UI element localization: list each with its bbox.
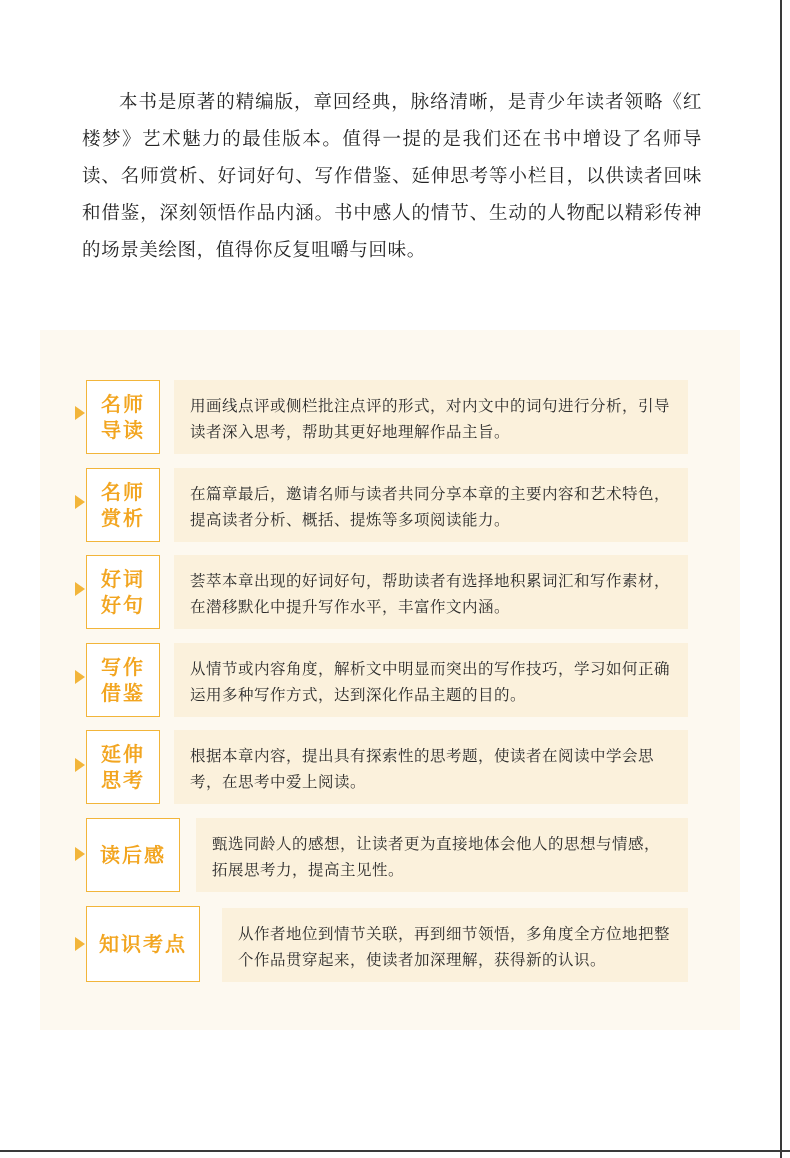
- feature-label: [86, 468, 160, 542]
- feature-label-line: 读后感: [100, 843, 166, 867]
- feature-label-line: 好词: [101, 567, 145, 591]
- feature-label: [86, 730, 160, 804]
- feature-label: [86, 818, 180, 892]
- feature-label-line: 赏析: [101, 506, 145, 530]
- arrow-icon: [75, 582, 85, 596]
- feature-label-line: 延伸: [101, 742, 145, 766]
- feature-label-line: 思考: [101, 768, 145, 792]
- page-edge-right: [780, 0, 782, 1158]
- feature-description: 从情节或内容角度，解析文中明显而突出的写作技巧，学习如何正确运用多种写作方式，达到深化作品主题的目的。: [174, 643, 688, 717]
- feature-label: [86, 906, 200, 982]
- feature-label-line: 导读: [101, 418, 145, 442]
- arrow-icon: [75, 670, 85, 684]
- arrow-icon: [75, 758, 85, 772]
- feature-label-line: 写作: [101, 655, 145, 679]
- feature-description: 从作者地位到情节关联，再到细节领悟，多角度全方位地把整个作品贯穿起来，使读者加深理解，获得新的认识。: [222, 908, 688, 982]
- feature-label-line: 好句: [101, 593, 145, 617]
- feature-label-line: 借鉴: [101, 681, 145, 705]
- intro-paragraph: 本书是原著的精编版，章回经典，脉络清晰，是青少年读者领略《红楼梦》艺术魅力的最佳版本。值得一提的是我们还在书中增设了名师导读、名师赏析、好词好句、写作借鉴、延伸思考等小栏目，以供读者回味和借鉴，深刻领悟作品内涵。书中感人的情节、生动的人物配以精彩传神的场景美绘图，值得你反复咀嚼与回味。: [82, 92, 702, 261]
- feature-description: 在篇章最后，邀请名师与读者共同分享本章的主要内容和艺术特色，提高读者分析、概括、提炼等多项阅读能力。: [174, 468, 688, 542]
- page-edge-bottom: [0, 1150, 790, 1152]
- arrow-icon: [75, 495, 85, 509]
- feature-label-line: 知识考点: [99, 932, 187, 956]
- feature-description: 甄选同龄人的感想，让读者更为直接地体会他人的思想与情感，拓展思考力，提高主见性。: [196, 818, 688, 892]
- feature-label-line: 名师: [101, 480, 145, 504]
- feature-description: 荟萃本章出现的好词好句，帮助读者有选择地积累词汇和写作素材，在潜移默化中提升写作水平，丰富作文内涵。: [174, 555, 688, 629]
- feature-label-line: 名师: [101, 392, 145, 416]
- feature-label: [86, 380, 160, 454]
- arrow-icon: [75, 406, 85, 420]
- arrow-icon: [75, 847, 85, 861]
- arrow-icon: [75, 937, 85, 951]
- feature-label: [86, 643, 160, 717]
- feature-description: 用画线点评或侧栏批注点评的形式，对内文中的词句进行分析，引导读者深入思考，帮助其更好地理解作品主旨。: [174, 380, 688, 454]
- feature-label: [86, 555, 160, 629]
- feature-description: 根据本章内容，提出具有探索性的思考题，使读者在阅读中学会思考，在思考中爱上阅读。: [174, 730, 688, 804]
